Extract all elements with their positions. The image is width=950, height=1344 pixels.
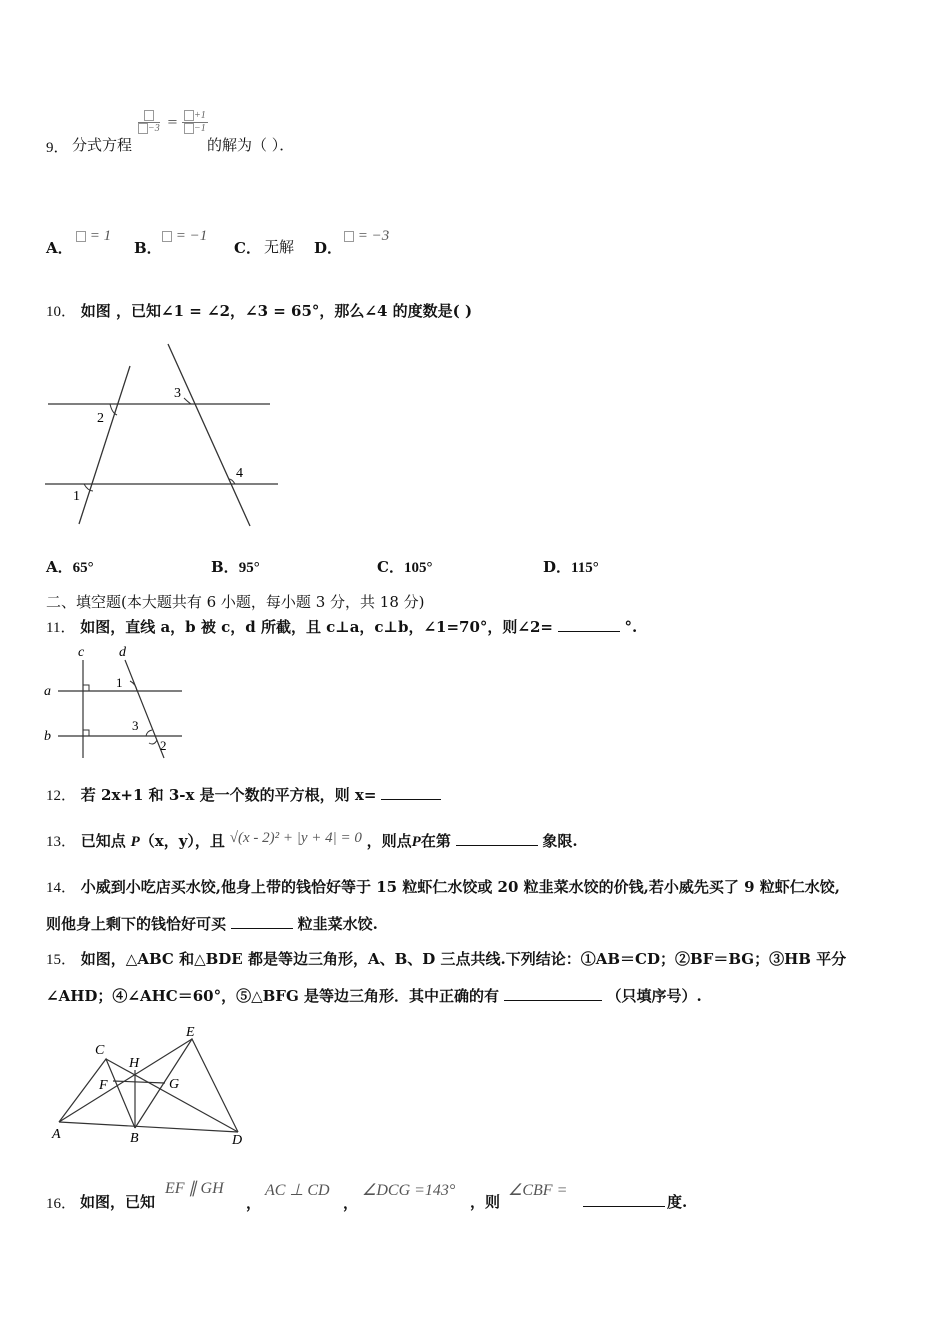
q15-label-g: G <box>169 1077 180 1092</box>
section-2-title: 二、填空题(本大题共有 6 小题，每小题 3 分，共 18 分) <box>46 593 425 611</box>
q9-frac2-bottom: −1 <box>194 123 206 134</box>
q9-option-a: = 1 <box>76 228 111 245</box>
q13-formula: √(x - 2)² + |y + 4| = 0 <box>229 830 362 846</box>
q10-option-d: D．115° <box>543 558 599 576</box>
q14-number: 14． <box>46 880 77 896</box>
q9-frac2-top: +1 <box>194 110 206 121</box>
q14-answer-blank[interactable] <box>231 914 293 929</box>
q15-line-1 <box>46 948 846 969</box>
q15-number: 15． <box>46 952 77 968</box>
q15-text-2b: （只填序号）. <box>606 987 702 1005</box>
q15-label-h: H <box>129 1056 140 1071</box>
q13-point-p-2: P <box>411 834 421 850</box>
q15-line-ad <box>59 1122 238 1132</box>
q11-label-b: b <box>44 729 51 744</box>
q13-point-p: P <box>130 834 140 850</box>
q15-label-c: C <box>95 1043 105 1058</box>
q15-label-d: D <box>232 1133 243 1148</box>
q10-label-1: 1 <box>73 489 80 504</box>
q16-math-2: AC ⊥ CD <box>265 1182 330 1199</box>
q11-right-angle-a <box>83 685 89 691</box>
q14-line-2 <box>46 913 378 934</box>
q9-option-b: = −1 <box>162 228 207 245</box>
q11-right-angle-b <box>83 730 89 736</box>
q16-text-a: 如图，已知 <box>80 1193 156 1211</box>
q16-text-b: ，则 <box>470 1193 501 1211</box>
q16-math-4: ∠CBF = <box>508 1182 568 1199</box>
q16-math-1: EF ∥ GH <box>165 1180 224 1197</box>
q11-line-d <box>125 660 164 758</box>
q9-equals: = <box>167 115 178 130</box>
q10-text: 如图 ，已知∠1 = ∠2，∠3 = 65°，那么∠4 的度数是( ) <box>80 302 473 320</box>
q11-number: 11． <box>46 620 76 636</box>
q9-option-d: = −3 <box>344 228 389 245</box>
q16-comma-1: ， <box>246 1194 262 1212</box>
q9-options <box>46 228 446 258</box>
q11-answer-blank[interactable] <box>558 617 620 632</box>
q15-label-f: F <box>99 1078 108 1093</box>
q15-label-b: B <box>130 1131 139 1146</box>
q11-label-3: 3 <box>132 718 139 733</box>
q14-text-2a: 则他身上剩下的钱恰好可买 <box>46 915 227 933</box>
q13-suffix: 象限. <box>542 832 578 850</box>
q10-line-right <box>168 344 250 526</box>
q12-text: 若 2x+1 和 3-x 是一个数的平方根，则 x= <box>80 786 377 804</box>
q12-number: 12． <box>46 788 77 804</box>
q15-text-2a: ∠AHD；④∠AHC＝60°，⑤△BFG 是等边三角形．其中正确的有 <box>46 987 499 1005</box>
q10-figure <box>40 338 290 530</box>
q9-text-before: 分式方程 <box>72 136 133 154</box>
q15-triangle-bde <box>135 1039 238 1132</box>
q9-fraction-2 <box>182 110 208 135</box>
q9-frac1-bottom: −3 <box>148 123 160 134</box>
q16-math-3: ∠DCG =143° <box>362 1182 456 1199</box>
q11-stem <box>46 616 637 637</box>
q9-text-after: 的解为（ ）． <box>207 136 295 154</box>
q10-label-2: 2 <box>97 411 104 426</box>
q9-fraction-1 <box>138 110 160 135</box>
q9-number: 9． <box>46 140 69 156</box>
q11-arc-2 <box>149 740 157 744</box>
q13-answer-blank[interactable] <box>456 831 538 846</box>
q16-answer-blank[interactable] <box>583 1192 665 1207</box>
q15-line-fg <box>113 1081 165 1083</box>
q9-option-d-label: D． <box>314 239 343 257</box>
q9-option-c-label: C． <box>234 239 261 257</box>
q13-number: 13． <box>46 834 77 850</box>
q11-arc-3 <box>146 730 152 736</box>
q10-option-a: A．65° <box>46 558 94 576</box>
q11-label-1: 1 <box>116 675 123 690</box>
q16-comma-2: ， <box>343 1194 359 1212</box>
q10-number: 10． <box>46 304 77 320</box>
q10-options <box>46 556 646 576</box>
q14-text-2b: 粒韭菜水饺. <box>297 915 378 933</box>
q10-arc-3 <box>184 398 191 404</box>
q10-option-b: B．95° <box>211 558 260 576</box>
q11-figure <box>40 640 190 760</box>
q11-label-c: c <box>78 645 85 660</box>
q14-line-1 <box>46 876 840 897</box>
q13-stem <box>46 830 578 851</box>
q12-answer-blank[interactable] <box>381 785 441 800</box>
q15-answer-blank[interactable] <box>504 986 602 1001</box>
q9-option-b-label: B． <box>134 239 162 257</box>
q15-text-1: 如图，△ABC 和△BDE 都是等边三角形，A、B、D 三点共线.下列结论：①AB＝CD；②BF＝BG；③HB 平分 <box>80 950 847 968</box>
q10-label-3: 3 <box>174 386 181 401</box>
q11-text: 如图，直线 a，b 被 c，d 所截，且 c⊥a，c⊥b，∠1=70°，则∠2= <box>80 618 553 636</box>
q12-stem <box>46 784 441 805</box>
q15-figure <box>44 1022 264 1152</box>
q9-option-a-label: A． <box>46 239 73 257</box>
q13-text-b: ，则点 <box>366 832 412 850</box>
q9-option-c: 无解 <box>264 238 295 256</box>
q11-label-2: 2 <box>160 738 167 753</box>
q13-coords: （x，y），且 <box>139 832 225 850</box>
q10-stem <box>46 300 472 321</box>
q15-line-2 <box>46 985 702 1006</box>
q15-label-a: A <box>52 1127 61 1142</box>
q10-line-left <box>79 366 130 524</box>
q11-label-a: a <box>44 684 51 699</box>
q13-text-c: 在第 <box>420 832 451 850</box>
q11-suffix: °. <box>624 618 638 636</box>
q16-suffix: 度. <box>667 1193 688 1211</box>
q13-text-a: 已知点 <box>80 832 126 850</box>
q15-label-e: E <box>186 1025 195 1040</box>
q11-label-d: d <box>119 645 126 660</box>
q16-number: 16． <box>46 1196 77 1212</box>
q14-text-1: 小威到小吃店买水饺,他身上带的钱恰好等于 15 粒虾仁水饺或 20 粒韭菜水饺的价钱,若小威先买了 9 粒虾仁水饺, <box>80 878 840 896</box>
q10-label-4: 4 <box>236 466 243 481</box>
q10-option-c: C．105° <box>377 558 433 576</box>
q16-stem <box>46 1180 746 1210</box>
